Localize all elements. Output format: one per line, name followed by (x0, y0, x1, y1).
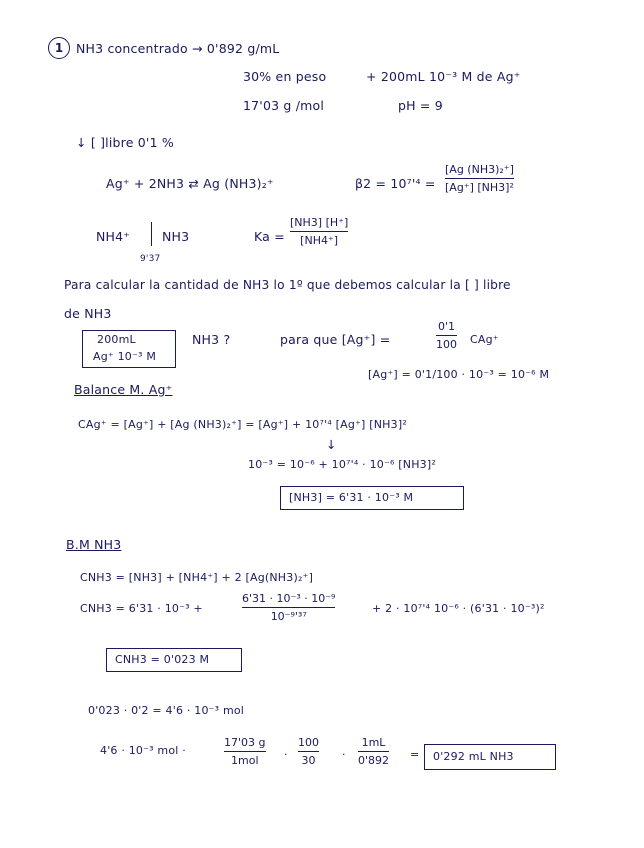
percent-den: 30 (301, 754, 316, 767)
ag-balance-eq2: 10⁻³ = 10⁻⁶ + 10⁷'⁴ · 10⁻⁶ [NH3]² (248, 458, 436, 471)
base-species: NH3 (162, 229, 190, 244)
beta-label: β2 = 10⁷'⁴ = (355, 176, 436, 191)
volume-value: 200mL (97, 333, 136, 346)
nh4-fraction (242, 592, 335, 623)
fraction-bar (298, 751, 319, 752)
given-data-box (82, 330, 176, 368)
pair-divider (151, 222, 152, 246)
molar-mass-den: 1mol (231, 754, 259, 767)
final-answer: 0'292 mL NH3 (433, 750, 514, 763)
cag-term: CAg⁺ (470, 333, 499, 346)
down-arrow: ↓ (326, 437, 337, 452)
nh3-balance-eq2-right: + 2 · 10⁷'⁴ 10⁻⁶ · (6'31 · 10⁻³)² (372, 602, 545, 615)
ka-numerator: [NH3] [H⁺] (290, 216, 349, 229)
fraction-bar (358, 751, 389, 752)
nh4-denominator: 10⁻⁹'³⁷ (270, 610, 307, 623)
explanation-sentence: Para calcular la cantidad de NH3 lo 1º que debemos calcular la [ ] libre (64, 278, 511, 292)
frac-den: 100 (436, 338, 457, 351)
percent-conversion-fraction (298, 736, 319, 767)
para-que-text: para que [Ag⁺] = (280, 332, 391, 347)
fraction-bar (445, 178, 514, 179)
nh3-balance-title: B.M NH3 (66, 537, 122, 552)
percent-fraction (436, 320, 457, 351)
final-answer-box (424, 744, 556, 770)
problem-number: 1 (48, 37, 70, 59)
moles-calc: 0'023 · 0'2 = 4'6 · 10⁻³ mol (88, 704, 245, 717)
acid-species: NH4⁺ (96, 229, 131, 244)
free-ag-result: [Ag⁺] = 0'1/100 · 10⁻³ = 10⁻⁶ M (368, 368, 550, 381)
ag-balance-eq1: CAg⁺ = [Ag⁺] + [Ag (NH3)₂⁺] = [Ag⁺] + 10⁷'⁴ [Ag⁺] [NH3]² (78, 418, 407, 431)
fraction-bar (290, 231, 348, 232)
problem-line-4: ↓ [ ]libre 0'1 % (76, 135, 174, 150)
nh3-balance-eq2-left: CNH3 = 6'31 · 10⁻³ + (80, 602, 203, 615)
cnh3-result: CNH3 = 0'023 M (115, 653, 210, 666)
ka-label: Ka = (254, 229, 285, 244)
density-num: 1mL (361, 736, 386, 749)
beta-fraction (445, 163, 514, 194)
nh3-free-result-box (280, 486, 464, 510)
fraction-bar (224, 751, 266, 752)
ag-balance-title: Balance M. Ag⁺ (74, 382, 173, 397)
explanation-sentence-cont: de NH3 (64, 306, 112, 321)
ka-fraction (290, 216, 348, 247)
fraction-bar (436, 335, 457, 336)
nh3-free-result: [NH3] = 6'31 · 10⁻³ M (289, 491, 414, 504)
reaction-equation: Ag⁺ + 2NH3 ⇄ Ag (NH3)₂⁺ (106, 176, 274, 191)
problem-line-2a: 30% en peso (243, 69, 327, 84)
beta-denominator: [Ag⁺] [NH3]² (445, 181, 514, 194)
molar-mass-num: 17'03 g (224, 736, 266, 749)
equals-sign: = (410, 748, 420, 761)
nh3-question: NH3 ? (192, 332, 231, 347)
density-den: 0'892 (358, 754, 390, 767)
ag-concentration: Ag⁺ 10⁻³ M (93, 350, 157, 363)
beta-numerator: [Ag (NH3)₂⁺] (445, 163, 514, 176)
multiply-dot-2: · (342, 748, 346, 761)
nh3-balance-eq1: CNH3 = [NH3] + [NH4⁺] + 2 [Ag(NH3)₂⁺] (80, 571, 314, 584)
multiply-dot-1: · (284, 748, 288, 761)
ka-denominator: [NH4⁺] (300, 234, 339, 247)
problem-line-3a: 17'03 g /mol (243, 98, 325, 113)
frac-num: 0'1 (437, 320, 456, 333)
volume-calc-start: 4'6 · 10⁻³ mol · (100, 744, 186, 757)
nh4-numerator: 6'31 · 10⁻³ · 10⁻⁹ (242, 592, 336, 605)
cnh3-result-box (106, 648, 242, 672)
problem-line-1: NH3 concentrado → 0'892 g/mL (76, 41, 280, 56)
density-fraction (358, 736, 389, 767)
problem-line-3b: pH = 9 (398, 98, 443, 113)
pka-value: 9'37 (140, 254, 161, 264)
problem-line-2b: + 200mL 10⁻³ M de Ag⁺ (366, 69, 521, 84)
fraction-bar (242, 607, 335, 608)
molar-mass-fraction (224, 736, 266, 767)
percent-num: 100 (298, 736, 319, 749)
